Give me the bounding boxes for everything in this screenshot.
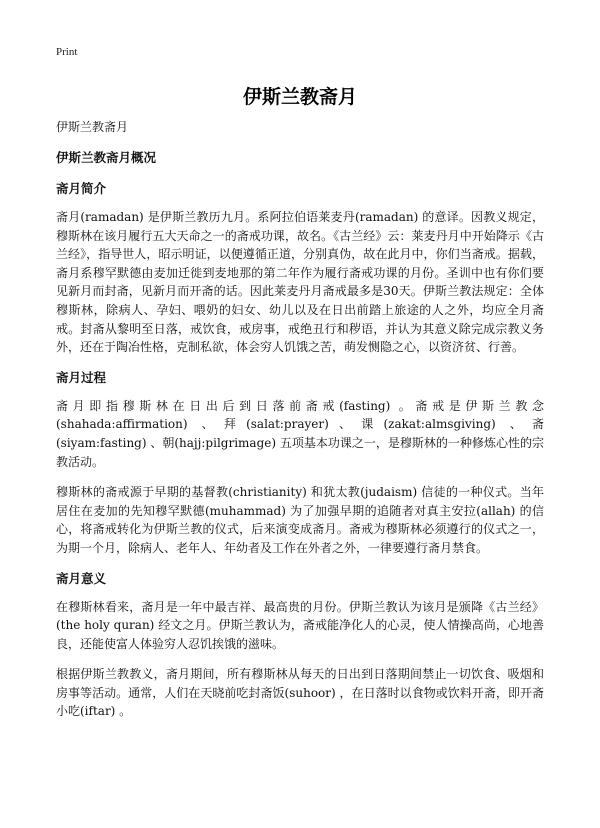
paragraph: 斋月(ramadan) 是伊斯兰教历九月。系阿拉伯语莱麦丹(ramadan) 的意译。因教义规定，穆斯林在该月履行五大天命之一的斋戒功课，故名。《古兰经》云：莱麦丹月中开始降示《古兰经》，指导世人，昭示明证，以便遵循正道，分别真伪，故在此月中，你们当斋戒。据载，斋月系穆罕默德由麦加迁徙到麦地那的第二年作为履行斋戒功课的月份。圣训中也有你们要见新月而封斋，见新月而开斋的话。因此莱麦丹月斋戒最多是30天。伊斯兰教法规定：全体穆斯林，除病人、孕妇、喂奶的妇女、幼儿以及在日出前踏上旅途的人之外，均应全月斋戒。封斋从黎明至日落，戒饮食，戒房事，戒绝丑行和秽语，并认为其意义除完成宗教义务外，还在于陶冶性格，克制私欲，体会穷人饥饿之苦，萌发恻隐之心，以资济贫、行善。 xyxy=(56,210,544,355)
section-intro xyxy=(56,180,544,357)
section-heading: 斋月意义 xyxy=(56,570,107,586)
overview-heading: 伊斯兰教斋月概况 xyxy=(56,150,157,165)
article-body xyxy=(56,118,544,733)
section-heading: 斋月过程 xyxy=(56,369,107,385)
section-meaning xyxy=(56,570,544,722)
paragraph: 斋月即指穆斯林在日出后到日落前斋戒(fasting) 。斋戒是伊斯兰教念(shahada:affirmation) 、拜(salat:prayer)、课(zakat:almsgiving) 、斋(siyam:fasting) 、朝(hajj:pilgrimage) 五项基本功课之一，是穆斯林的一种修炼心性的宗教活动。 xyxy=(56,398,544,469)
article-subtitle: 伊斯兰教斋月 xyxy=(56,120,129,134)
section-process xyxy=(56,369,544,558)
print-link[interactable]: Print xyxy=(56,46,78,58)
paragraph: 在穆斯林看来，斋月是一年中最吉祥、最高贵的月份。伊斯兰教认为该月是颁降《古兰经》(the holy quran) 经文之月。伊斯兰教认为，斋戒能净化人的心灵，使人情操高尚，心地善良，还能使富人体验穷人忍饥挨饿的滋味。 xyxy=(56,599,544,651)
paragraph: 根据伊斯兰教教义，斋月期间，所有穆斯林从每天的日出到日落期间禁止一切饮食、吸烟和房事等活动。通常，人们在天晓前吃封斋饭(suhoor) ，在日落时以食物或饮料开斋，即开斋小吃(iftar) 。 xyxy=(56,667,544,719)
section-heading: 斋月简介 xyxy=(56,181,107,196)
document-title: 伊斯兰教斋月 xyxy=(242,86,357,108)
paragraph: 穆斯林的斋戒源于早期的基督教(christianity) 和犹太教(judaism) 信徒的一种仪式。当年居住在麦加的先知穆罕默德(muhammad) 为了加强早期的追随者对真主安拉(allah) 的信心，将斋戒转化为伊斯兰教的仪式，后来演变成斋月。斋戒为穆斯林必须遵行的仪式之一，为期一个月，除病人、老年人、年幼者及工作在外者之外，一律要遵行斋月禁食。 xyxy=(56,485,544,555)
